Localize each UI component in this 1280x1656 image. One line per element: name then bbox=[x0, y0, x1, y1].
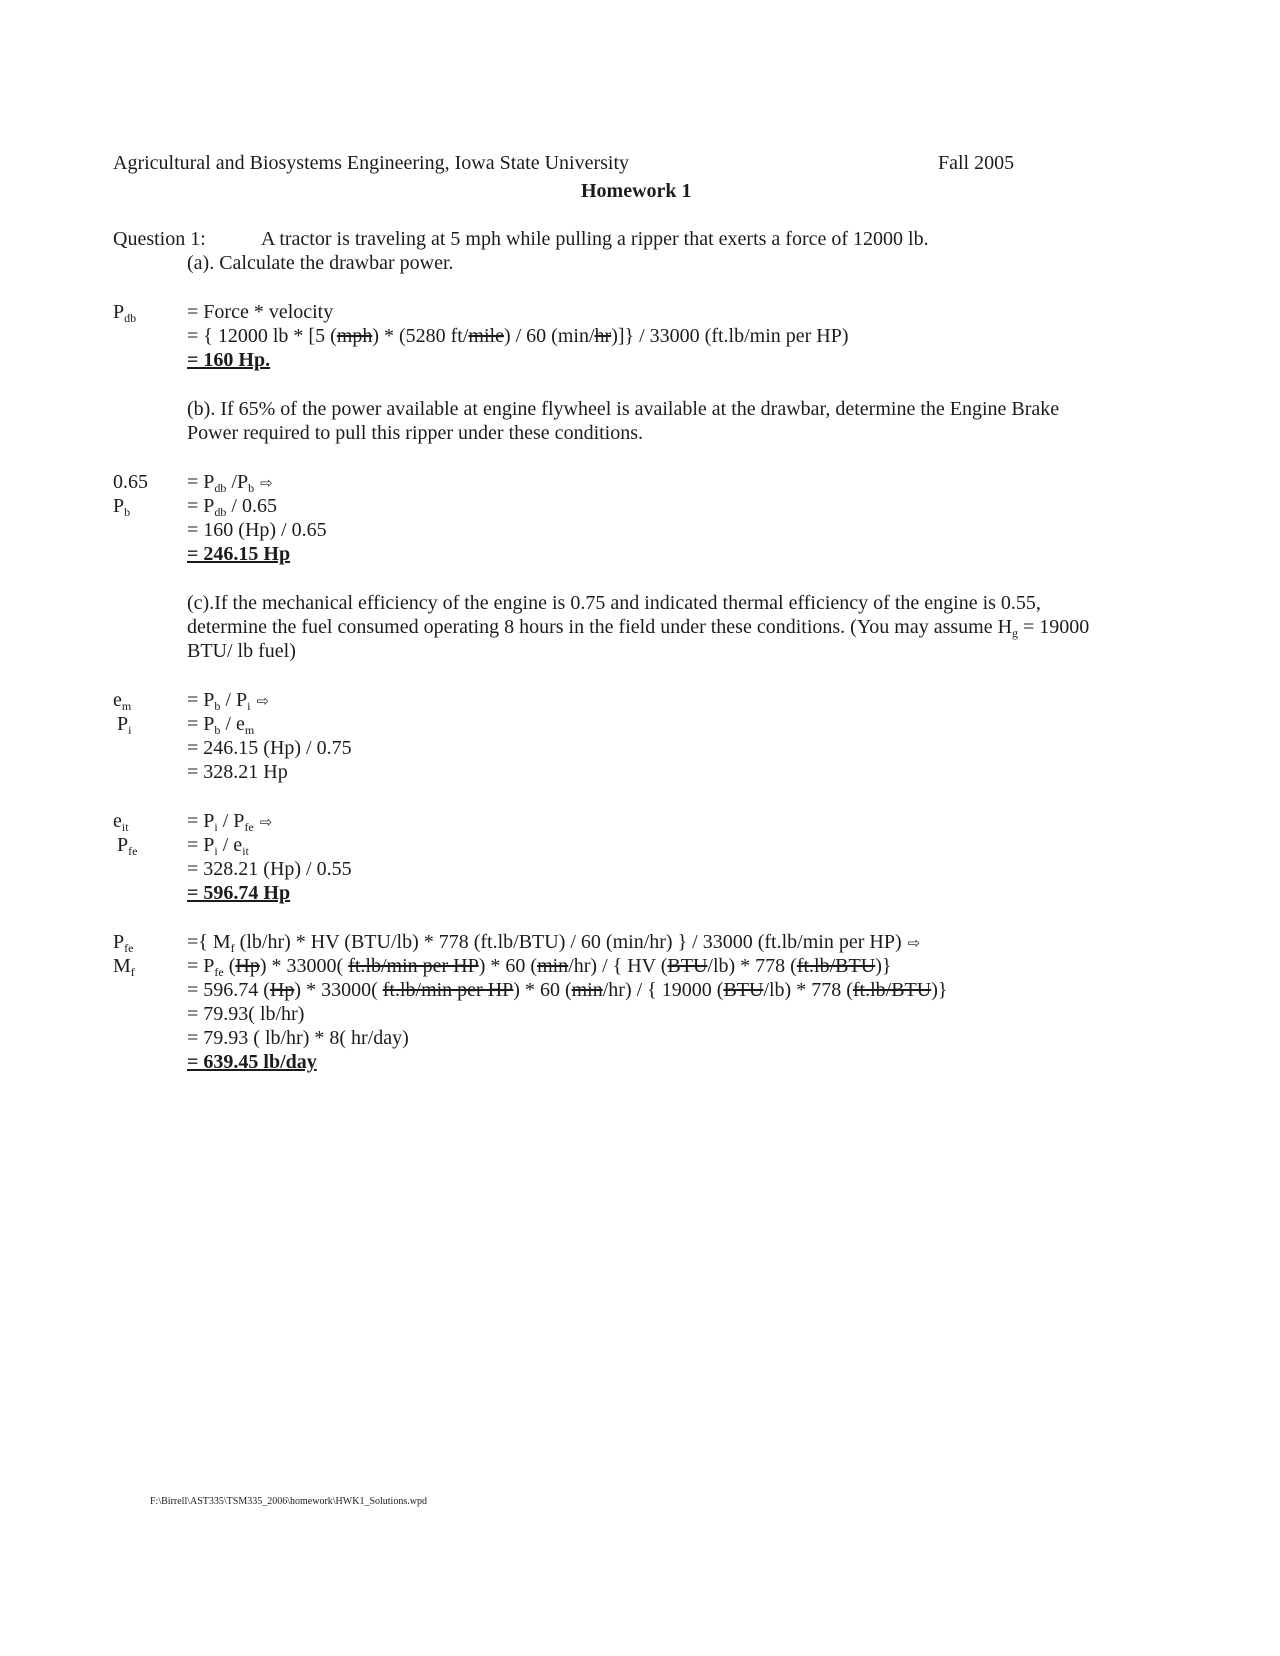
symbol-em: $e_m$ bbox=[113, 689, 132, 713]
department-heading: Agricultural and Biosystems Engineering, Iowa State University bbox=[113, 152, 630, 174]
question-label: Question 1: bbox=[113, 228, 206, 250]
part-c-em-line-2: = $P_b / e_m$ bbox=[187, 713, 255, 737]
symbol-pfe: $P_{fe}$ bbox=[117, 834, 138, 858]
implies-arrow-icon: ⇨ bbox=[259, 813, 273, 831]
part-c-fuel-line-4: = 79.93( lb/hr) bbox=[187, 1003, 305, 1025]
part-b-line-3: = 160 (Hp) / 0.65 bbox=[187, 519, 327, 541]
part-a-question: (a). Calculate the drawbar power. bbox=[187, 252, 454, 274]
part-c-em-line-4: = 328.21 Hp bbox=[187, 761, 288, 783]
part-a-result: = 160 Hp. bbox=[187, 349, 271, 371]
file-path-footer: F:\Birrell\AST335\TSM335_2006\homework\HWK1_Solutions.wpd bbox=[150, 1496, 427, 1507]
part-c-eit-result: = 596.74 Hp bbox=[187, 882, 291, 904]
implies-arrow-icon: ⇨ bbox=[256, 692, 270, 710]
part-c-eit-line-1: = $P_i / P_{fe}$ ⇨ bbox=[187, 810, 273, 834]
implies-arrow-icon: ⇨ bbox=[907, 934, 921, 952]
part-a-line-1: = Force * velocity bbox=[187, 301, 334, 323]
question-statement: A tractor is traveling at 5 mph while pulling a ripper that exerts a force of 12000 lb. bbox=[261, 228, 929, 250]
part-b-line-2: = $P_{db} / 0.65$ bbox=[187, 495, 277, 519]
part-c-em-line-1: = $P_b / P_i$ ⇨ bbox=[187, 689, 270, 713]
part-a-line-2: = { 12000 lb * [5 (mph) * (5280 ft/mile) / 60 (min/hr)]} / 33000 (ft.lb/min per HP) bbox=[187, 325, 849, 347]
part-c-fuel-line-3: = 596.74 (Hp) * 33000( ft.lb/min per HP) * 60 (min/hr) / { 19000 (BTU/lb) * 778 (ft.lb/BTU)} bbox=[187, 979, 948, 1001]
part-c-fuel-line-2: = $P_{fe}$ (Hp) * 33000( ft.lb/min per HP) * 60 (min/hr) / { HV (BTU/lb) * 778 (ft.lb/BTU)} bbox=[187, 955, 892, 979]
part-c-eit-line-3: = 328.21 (Hp) / 0.55 bbox=[187, 858, 352, 880]
part-c-fuel-line-1: ={ $M_f$ (lb/hr) * HV (BTU/lb) * 778 (ft.lb/BTU) / 60 (min/hr) } / 33000 (ft.lb/min per HP) ⇨ bbox=[187, 931, 921, 955]
implies-arrow-icon: ⇨ bbox=[260, 474, 273, 492]
part-b-line-1: = $P_{db}$ $/P_b$ ⇨ bbox=[187, 471, 273, 495]
term-label: Fall 2005 bbox=[938, 152, 1015, 174]
symbol-0-65: 0.65 bbox=[113, 471, 148, 493]
part-c-em-line-3: = 246.15 (Hp) / 0.75 bbox=[187, 737, 352, 759]
symbol-pdb: $P_{db}$ bbox=[113, 301, 137, 325]
part-c-eit-line-2: = $P_i / e_{it}$ bbox=[187, 834, 249, 858]
symbol-pfe-2: $P_{fe}$ bbox=[113, 931, 134, 955]
part-c-fuel-line-5: = 79.93 ( lb/hr) * 8( hr/day) bbox=[187, 1027, 409, 1049]
part-c-fuel-result: = 639.45 lb/day bbox=[187, 1051, 317, 1073]
part-b-question: (b). If 65% of the power available at engine flywheel is available at the drawbar, determine the Engine Brake Power required to pull this ripper under these conditions. bbox=[187, 398, 1060, 444]
symbol-mf: $M_f$ bbox=[113, 955, 135, 979]
symbol-pi: $P_i$ bbox=[117, 713, 132, 737]
part-c-question: (c).If the mechanical efficiency of the engine is 0.75 and indicated thermal efficiency of the engine is 0.55, determine the fuel consumed operating 8 hours in the field under these conditions. (You may assume $H_g = 19000$ BTU/ lb fuel) bbox=[187, 592, 1090, 662]
symbol-eit: $e_{it}$ bbox=[113, 810, 129, 834]
page-title: Homework 1 bbox=[581, 180, 692, 202]
symbol-pb: $P_b$ bbox=[113, 495, 131, 519]
part-b-result: = 246.15 Hp bbox=[187, 543, 291, 565]
